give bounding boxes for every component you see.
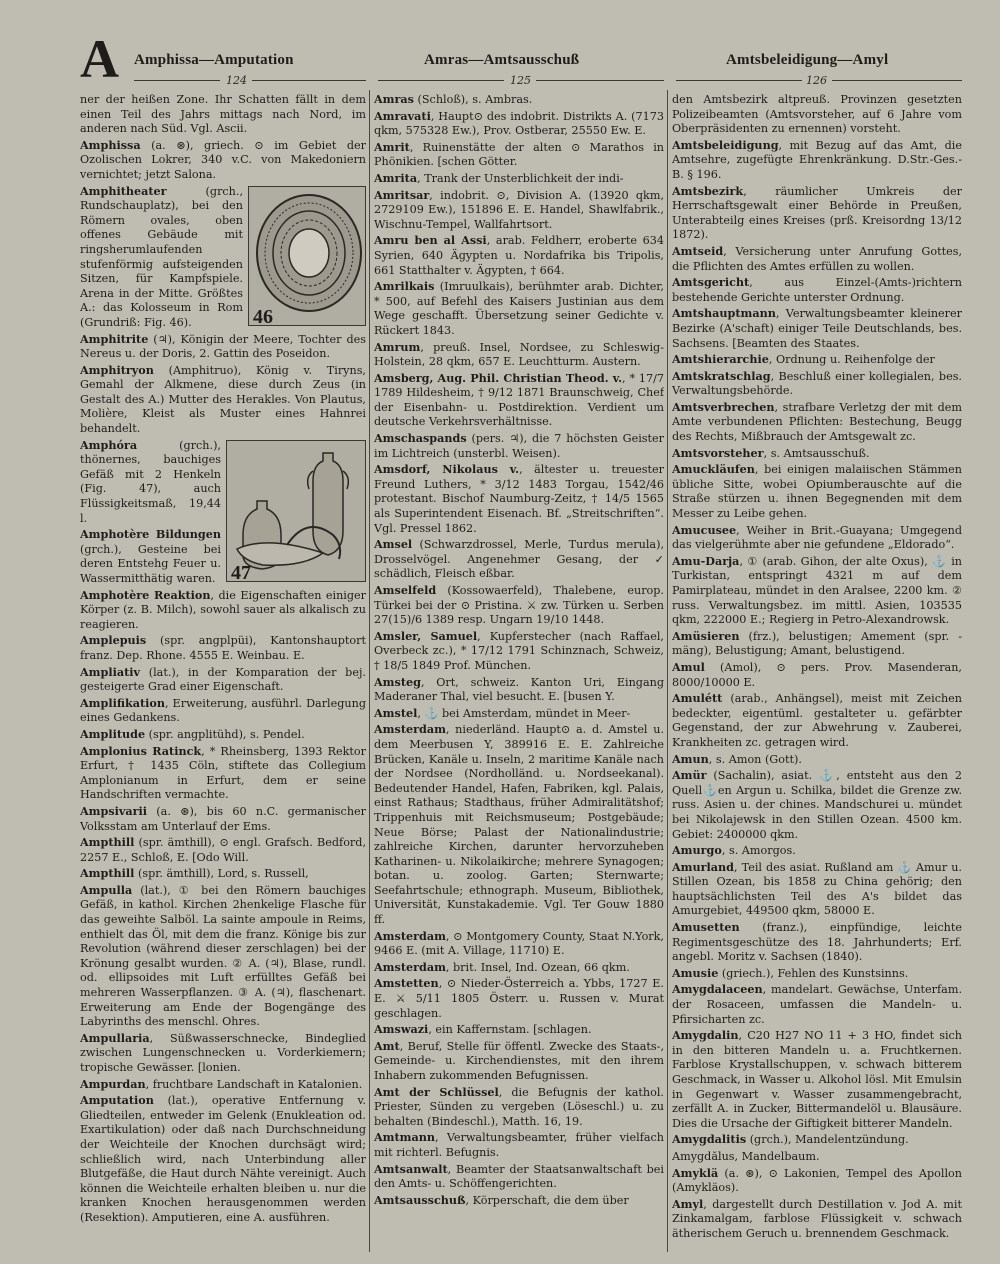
entry-headword: Ampullaria [80, 1030, 150, 1045]
dictionary-entry [672, 1028, 962, 1131]
entry-text: (Kossowaerfeld), Thalebene, europ. Türkei bei der ⊙ Pristina. ⚔ zw. Türken u. Serben 27(15)/6 1389 resp. Ungarn 19/10 1448. [374, 584, 664, 627]
entry-text: (spr. ämthill), Lord, s. Russell, [134, 867, 309, 881]
entry-headword: Amschaspands [374, 431, 467, 446]
column-divider [667, 90, 668, 1252]
dictionary-entry [672, 660, 962, 690]
dictionary-entry [672, 860, 962, 919]
entry-headword: Amsterdam [374, 959, 446, 974]
section-letter: A [80, 29, 119, 89]
entry-text: , Ort, schweiz. Kanton Uri, Eingang Maderaner Thal, viel besucht. E. [busen Y. [374, 675, 664, 704]
header-rule [134, 80, 220, 81]
dictionary-entry [80, 633, 366, 663]
entry-headword: Amu-Darja [672, 553, 740, 568]
running-head-right: Amtsbeleidigung—Amyl [726, 52, 889, 68]
entry-text: , Verwaltungsbeamter kleinerer Bezirke (A'schaft) einiger Teile Deutschlands, bes. Sachsens. [Beamten des Staates. [672, 307, 962, 350]
entry-headword: Ampliativ [80, 664, 141, 679]
running-head-left: Amphissa—Amputation [134, 52, 294, 68]
entry-text: (Schwarzdrossel, Merle, Turdus merula), Drosselvögel. Angenehmer Gesang, der ✓ schädlich, Fleisch eßbar. [374, 538, 664, 581]
dictionary-entry [80, 1077, 366, 1093]
dictionary-entry [80, 92, 366, 137]
entry-text: Amygdălus, Mandelbaum. [672, 1149, 820, 1163]
entry-text: (frz.), belustigen; Amement (spr. -mäng), Belustigung; Amant, belustigend. [672, 629, 962, 658]
dictionary-entry [672, 982, 962, 1027]
entry-text: , Haupt⊙ des indobrit. Distrikts A. (7173 qkm, 575328 Ew.), Prov. Ostberar, 25550 Ew. E. [374, 109, 664, 138]
entry-headword: Amtsanwalt [374, 1161, 448, 1176]
dictionary-entry [672, 92, 962, 137]
entry-headword: Amrilkais [374, 279, 435, 294]
figure-label: 46 [253, 305, 273, 328]
entry-text: (arab., Anhängsel), meist mit Zeichen bedeckter, eigentüml. gestalteter u. gefärbter Gegenstand, der zur Abwehrung v. Zauberei, Krankheiten zc. getragen wird. [672, 692, 962, 749]
dictionary-entry [672, 138, 962, 183]
entry-headword: Amtsbezirk [672, 183, 744, 198]
entry-text: (Imruulkais), berühmter arab. Dichter, * 500, auf Befehl des Kaisers Justinian aus dem Wege geschafft. Übersetzung seiner Gedichte v. Rückert 1843. [374, 280, 664, 337]
entry-text: (grch.), thönernes, bauchiges Gefäß mit 2 Henkeln (Fig. 47), auch Flüssigkeitsmaß, 19,44 l. [80, 438, 221, 525]
entry-text: , ⊙ Nieder-Österreich a. Ybbs, 1727 E. E. ⚔ 5/11 1805 Österr. u. Russen v. Murat geschlagen. [374, 977, 664, 1020]
dictionary-entry [80, 883, 366, 1030]
entry-headword: Amplitude [80, 726, 146, 741]
entry-headword: Amuckläufen [672, 462, 755, 477]
entry-text: , die Eigenschaften einiger Körper (z. B. Milch), sowohl sauer als alkalisch zu reagieren. [80, 588, 366, 631]
entry-text: (lat.), operative Entfernung v. Gliedteilen, entweder im Gelenk (Enukleation od. Exartikulation) oder daß nach Durchschneidung der Weichteile der Knochen durchsägt wird; schließlich wird, nach Unterbindung aller Blutgefäße, die Haut durch Nähte vereinigt. Auch können die Weichteile erhalten bleiben u. nur die kranken Knochen herausgenommen werden (Resektion). Amputieren, eine A. ausführen. [80, 1094, 366, 1224]
entry-text: (lat.), in der Komparation der bej. gesteigerte Grad einer Eigenschaft. [80, 665, 366, 694]
dictionary-entry [80, 665, 366, 695]
entry-headword: Amygdalin [672, 1028, 739, 1043]
dictionary-entry [374, 929, 664, 959]
entry-headword: Amphitryon [80, 362, 154, 377]
dictionary-entry [80, 835, 366, 865]
dictionary-entry [672, 1166, 962, 1196]
dictionary-entry [80, 138, 366, 183]
entry-headword: Amphotère Bildungen [80, 527, 221, 542]
entry-text: , preuß. Insel, Nordsee, zu Schleswig-Holstein, 28 qkm, 657 E. Leuchtturm. Austern. [374, 340, 664, 369]
entry-text: , fruchtbare Landschaft in Katalonien. [145, 1077, 363, 1091]
dictionary-entry [672, 1132, 962, 1148]
entry-headword: Amphitheater [80, 183, 167, 198]
entry-headword: Amusie [672, 965, 719, 980]
entry-text: (♃), Königin der Meere, Tochter des Nereus u. der Doris, 2. Gattin des Poseidon. [80, 332, 366, 361]
entry-text: , dargestellt durch Destillation v. Jod A. mit Zinkamalgam, farblose Flüssigkeit v. schwach ätherischem Geruch u. brennendem Geschmack. [672, 1197, 962, 1240]
entry-text: (grch., Rundschauplatz), bei den Römern ovales, oben offenes Gebäude mit ringsherumlaufenden stufenförmig aufsteigenden Sitzen, für Kampfspiele. Arena in der Mitte. Größtes A.: das Kolosseum in Rom (Grundriß: Fig. 46). [80, 184, 243, 329]
dictionary-entry [374, 1039, 664, 1084]
entry-text: ner der heißen Zone. Ihr Schatten fällt in dem einen Teil des Jahrs mittags nach Nord, im anderen nach Süd. Vgl. Ascii. [80, 93, 366, 136]
dictionary-entry [672, 523, 962, 553]
dictionary-entry [374, 431, 664, 461]
entry-headword: Amul [672, 659, 705, 674]
entry-headword: Amselfeld [374, 583, 437, 597]
column-right [672, 92, 962, 1252]
dictionary-entry [80, 184, 366, 331]
dictionary-entry [80, 1093, 366, 1225]
entry-headword: Amurgo [672, 843, 722, 858]
dictionary-entry [672, 691, 962, 750]
dictionary-entry [374, 188, 664, 233]
entry-headword: Amyklä [672, 1165, 719, 1180]
entry-text: , ⚓ bei Amsterdam, mündet in Meer- [417, 706, 631, 720]
entry-headword: Amsterdam [374, 928, 446, 943]
running-head-center: Amras—Amtsausschuß [424, 52, 580, 68]
entry-headword: Amstel [374, 705, 418, 720]
entry-headword: Amtskratschlag [672, 368, 771, 383]
entry-headword: Ampsivarii [80, 803, 148, 818]
entry-text: , Versicherung unter Anrufung Gottes, die Pflichten des Amtes erfüllen zu wollen. [672, 244, 962, 273]
dictionary-entry [80, 1031, 366, 1076]
amphora-icon [227, 441, 365, 585]
dictionary-entry [672, 462, 962, 521]
entry-text: (spr. angplpüi), Kantonshauptort franz. Dep. Rhone. 4555 E. Weinbau. E. [80, 634, 366, 662]
entry-text: , Ruinenstätte der alten ⊙ Marathos in Phönikien. [schen Götter. [374, 140, 664, 169]
dictionary-entry [374, 537, 664, 582]
dictionary-entry [672, 752, 962, 768]
page-number-left: 124 [226, 74, 247, 87]
dictionary-entry [374, 976, 664, 1021]
dictionary-entry [374, 371, 664, 430]
entry-headword: Amucusee [672, 522, 737, 537]
entry-headword: Amplepuis [80, 633, 147, 648]
entry-text: (franz.), einpfündige, leichte Regimentsgeschütze des 18. Jahrhunderts; Erf. angebl. Moritz v. Sachsen (1840). [672, 921, 962, 964]
entry-headword: Amravati [374, 108, 431, 123]
dictionary-entry [672, 400, 962, 445]
entry-text: , ⊙ Montgomery County, Staat N.York, 9466 E. (mit A. Village, 11710) E. [374, 929, 664, 958]
entry-text: , Beamter der Staatsanwaltschaft bei den Amts- u. Schöffengerichten. [374, 1162, 664, 1191]
dictionary-entry [374, 233, 664, 278]
dictionary-entry [672, 306, 962, 351]
entry-headword: Amrita [374, 170, 418, 185]
figure-colosseum-plan [248, 186, 366, 326]
dictionary-entry [374, 109, 664, 139]
dictionary-entry [80, 696, 366, 726]
dictionary-entry [80, 363, 366, 437]
dictionary-entry [672, 275, 962, 305]
dictionary-entry [374, 675, 664, 705]
header-rule [378, 80, 504, 81]
entry-headword: Amtseid [672, 243, 724, 258]
entry-text: , Verwaltungsbeamter, früher vielfach mit richterl. Befugnis. [374, 1131, 664, 1159]
dictionary-entry [672, 843, 962, 859]
entry-headword: Amstetten [374, 976, 439, 991]
page-number-right: 126 [806, 74, 827, 87]
entry-text: (a. ⊛), bis 60 n.C. germanischer Volksstam am Unterlauf der Ems. [80, 804, 366, 833]
dictionary-entry [672, 369, 962, 399]
entry-text: , Erweiterung, ausführl. Darlegung eines Gedankens. [80, 696, 366, 725]
dictionary-entry [672, 920, 962, 965]
dictionary-entry [374, 171, 664, 187]
entry-text: , ältester u. treuester Freund Luthers, * 3/12 1483 Torgau, 1542/46 protestant. Bischof Naumburg-Zeitz, † 14/5 1565 als Superintendent Eisenach. Bf. „Streitschriften“. Vgl. Pressel 1862. [374, 463, 664, 535]
entry-headword: Amt [374, 1038, 400, 1053]
entry-text: , Körperschaft, die dem über [465, 1193, 629, 1207]
entry-text: , ① (arab. Gihon, der alte Oxus), ⚓ in Turkistan, entspringt 4321 m auf dem Pamirplateau, mündet in den Aralsee, 2200 km. ② russ. Verwaltungsbez. im mittl. Asien, 103535 qkm, 222000 E.; Regierg in Petro-Alexandrowsk. [672, 554, 962, 627]
entry-text: , Weiher in Brit.-Guayana; Umgegend das vielgerühmte aber nie gefundene „Eldorado“. [672, 523, 962, 552]
entry-text: , die Befugnis der kathol. Priester, Sünden zu vergeben (Löseschl.) u. zu behalten (Bindeschl.), Matth. 16, 19. [374, 1085, 664, 1128]
entry-text: (a. ⊛), ⊙ Lakonien, Tempel des Apollon (Amykläos). [672, 1166, 962, 1195]
column-divider [369, 90, 370, 1252]
entry-headword: Amyl [672, 1196, 704, 1211]
entry-text: , brit. Insel, Ind. Ozean, 66 qkm. [445, 960, 630, 974]
header-rule [832, 80, 962, 81]
entry-text: , Teil des asiat. Rußland am ⚓ Amur u. Stillen Ozean, bis 1858 zu China gehörig; den hauptsächlichsten Teil des A's bildet das Amurgebiet, 449500 qkm, 58000 E. [672, 860, 962, 918]
entry-headword: Ampulla [80, 882, 133, 897]
entry-headword: Amulétt [672, 691, 723, 706]
entry-headword: Amputation [80, 1093, 154, 1108]
entry-text: , strafbare Verletzg der mit dem Amte verbundenen Pflichten: Bestechung, Beugg des Rechts, Mißbrauch der Amtsgewalt zc. [672, 400, 962, 444]
entry-text: , arab. Feldherr, eroberte 634 Syrien, 640 Ägypten u. Nordafrika bis Tripolis, 661 Statthalter v. Ägypten, † 664. [374, 234, 664, 277]
column-center [374, 92, 664, 1252]
entry-headword: Amygdalaceen [672, 982, 763, 997]
entry-headword: Amüsieren [672, 628, 740, 643]
dictionary-entry [672, 1197, 962, 1242]
entry-headword: Amusetten [672, 920, 740, 935]
entry-text: , niederländ. Haupt⊙ a. d. Amstel u. dem Meerbusen Y, 389916 E. E. Zahlreiche Brücken, Kanäle u. Inseln, 2 maritime Kanäle nach der Nordsee (Nordholländ. u. Nordseekanal). Bedeutender Handel, Hafen, Fabriken, kgl. Palais, einst Rathaus; Stadthaus, früher Admiralitätshof; Trippenhuis mit Reichsmuseum; Postgebäude; Neue Börse; Palast der Nationalindustrie; zahlreiche Kirchen, darunter hervorzuheben Katharinen- u. Nikolaikirche; mehrere Synagogen; botan. u. zoolog. Garten; Sternwarte; Seefahrtschule; ethnograph. Museum, Bibliothek, Universität, Kunstakademie. Vgl. Ter Gouw 1880 ff. [374, 723, 664, 927]
entry-headword: Amphotère Reaktion [80, 587, 211, 602]
entry-text: , Süßwasserschnecke, Bindeglied zwischen Lungenschnecken u. Vorderkiemern; tropische Gewässer. [lonien. [80, 1031, 366, 1074]
entry-text: , * Rheinsberg, 1393 Rektor Erfurt, † 1435 Cöln, stiftete das Collegium Amplonianum in Erfurt, dem er seine Handschriften vermachte. [80, 744, 366, 802]
dictionary-entry [374, 1193, 664, 1209]
dictionary-entry [672, 446, 962, 462]
entry-text: , Beruf, Stelle für öffentl. Zwecke des Staats-, Gemeinde- u. Kirchendienstes, mit den ihrem Inhabern zukommenden Befugnissen. [374, 1039, 664, 1082]
entry-text: den Amtsbezirk altpreuß. Provinzen gesetzten Polizeibeamten (Amtsvorsteher, auf 6 Jahre vom Oberpräsidenten zu ernennen) vorsteht. [672, 93, 962, 136]
figure-label: 47 [231, 562, 251, 585]
entry-text: , Trank der Unsterblichkeit der indi- [417, 171, 624, 185]
entry-text: , Beschluß einer kollegialen, bes. Verwaltungsbehörde. [672, 369, 962, 398]
entry-headword: Amphitrite [80, 331, 149, 346]
entry-headword: Amrit [374, 139, 410, 154]
entry-text: (grch.), Mandelentzündung. [746, 1133, 909, 1147]
dictionary-entry [374, 1162, 664, 1192]
entry-text: , s. Amorgos. [721, 844, 796, 858]
entry-headword: Amtsgericht [672, 275, 750, 290]
entry-text: (spr. ämthill), ⊙ engl. Grafsch. Bedford, 2257 E., Schloß, E. [Odo Will. [80, 836, 366, 864]
figure-amphorae [226, 440, 366, 585]
dictionary-entry [374, 706, 664, 722]
entry-text: (spr. angplitühd), s. Pendel. [145, 727, 305, 741]
dictionary-entry [374, 960, 664, 976]
dictionary-entry [374, 629, 664, 674]
entry-headword: Amsterdam [374, 722, 446, 737]
entry-headword: Amplifikation [80, 695, 165, 710]
entry-text: , Ordnung u. Reihenfolge der [768, 353, 935, 367]
entry-headword: Amtsverbrechen [672, 399, 775, 414]
dictionary-entry [672, 352, 962, 368]
entry-headword: Amygdalitis [672, 1132, 747, 1147]
column-left [80, 92, 366, 1252]
entry-headword: Amun [672, 751, 709, 766]
dictionary-entry [80, 804, 366, 834]
dictionary-entry [374, 462, 664, 536]
entry-text: (grch.), Gesteine bei deren Entstehg Feuer u. Wassermitthätig waren. [80, 542, 221, 585]
entry-headword: Amplonius Ratinck [80, 743, 202, 758]
entry-text: , bei einigen malaiischen Stämmen übliche Sitte, wobei Opiumberauschte auf die Straße stürzen u. ihnen Begegnenden mit dem Messer zu Leibe gehen. [672, 463, 962, 521]
entry-headword: Amrum [374, 339, 421, 354]
entry-text: , mandelart. Gewächse, Unterfam. der Rosaceen, umfassen die Mandeln- u. Pfirsicharten zc. [672, 983, 962, 1026]
entry-headword: Amras [374, 92, 414, 106]
entry-text: , C20 H27 NO 11 + 3 HO, findet sich in den bitteren Mandeln u. a. Fruchtkernen. Farblose Krystallschuppen, v. schwach bitterem Geschmack, in Wasser u. Alkohol lösl. Mit Emulsin in Gegenwart v. Wasser zusammengebracht, zerfällt A. in Zucker, Bittermandelöl u. Blausäure. Dies die Ursache der Giftigkeit bitterer Mandeln. [672, 1029, 962, 1130]
entry-headword: Amtsvorsteher [672, 445, 764, 460]
entry-text: , räumlicher Umkreis der Herrschaftsgewalt einer Behörde in Preußen, Unterabteilg eines Kreises (prß. Kreisordng 13/12 1872). [672, 184, 962, 242]
dictionary-entry [672, 966, 962, 982]
dictionary-entry [80, 588, 366, 633]
entry-headword: Amru ben al Assi [374, 233, 487, 248]
entry-headword: Amritsar [374, 187, 430, 202]
dictionary-entry [374, 722, 664, 927]
entry-headword: Amphóra [80, 437, 138, 452]
dictionary-entry [672, 184, 962, 243]
dictionary-entry [374, 92, 664, 108]
entry-headword: Amt der Schlüssel [374, 1084, 499, 1099]
dictionary-entry [80, 332, 366, 362]
dictionary-entry [374, 340, 664, 370]
entry-headword: Amphissa [80, 137, 141, 152]
entry-headword: Amsler, Samuel [374, 628, 478, 643]
entry-headword: Amür [672, 768, 707, 783]
dictionary-entry [374, 1085, 664, 1130]
entry-text: , s. Amtsausschuß. [763, 446, 870, 460]
entry-headword: Amurland [672, 859, 735, 874]
entry-headword: Amtshauptmann [672, 306, 776, 321]
entry-text: (griech.), Fehlen des Kunstsinns. [718, 966, 909, 980]
entry-text: , indobrit. ⊙, Division A. (13920 qkm, 2729109 Ew.), 151896 E. E. Handel, Shawlfabrik., Wischnu-Tempel, Wallfahrtsort. [374, 188, 664, 231]
dictionary-entry [374, 1130, 664, 1160]
entry-text: (pers. ♃), die 7 höchsten Geister im Lichtreich (unsterbl. Weisen). [374, 432, 664, 460]
entry-text: (Schloß), s. Ambras. [413, 93, 533, 106]
dictionary-entry [374, 583, 664, 628]
header-rule [252, 80, 366, 81]
dictionary-entry [374, 1022, 664, 1038]
entry-headword: Amsteg [374, 674, 421, 689]
entry-headword: Amswazi [374, 1022, 429, 1037]
entry-headword: Amtsbeleidigung [672, 137, 779, 152]
entry-text: , s. Amon (Gott). [708, 752, 802, 766]
entry-headword: Amsberg, Aug. Phil. Christian Theod. v. [374, 370, 623, 385]
entry-text: , aus Einzel-(Amts-)richtern bestehende Gerichte unterster Ordnung. [672, 276, 962, 304]
entry-text: , mit Bezug auf das Amt, die Amtsehre, zugefügte Ehrenkränkung. D.Str.-Ges.-B. § 196. [672, 138, 962, 181]
colosseum-plan-icon [249, 187, 365, 328]
entry-headword: Amtsausschuß [374, 1192, 466, 1207]
dictionary-entry [672, 244, 962, 274]
page-number-center: 125 [510, 74, 531, 87]
dictionary-entry [672, 554, 962, 628]
dictionary-entry [672, 629, 962, 659]
entry-text: (lat.), ① bei den Römern bauchiges Gefäß, in kathol. Kirchen 2henkelige Flasche für das geweihte Salböl. La sainte ampoule in Reims, enthielt das Öl, mit dem die franz. Könige bis zur Revolution (während dieser zerschlagen) bei der Krönung gesalbt wurden. ② A. (♃), Blase, rundl. od. ellipsoides mit Luft erfülltes Gefäß bei mehreren Wasserpflanzen. ③ A. (♃), flaschenart. Erweiterung am Ende der Bogengänge des Labyrinths des menschl. Ohres. [80, 883, 366, 1029]
dictionary-entry [672, 1149, 962, 1165]
entry-text: (Sachalin), asiat. ⚓, entsteht aus den 2 Quell⚓en Argun u. Schilka, bildet die Grenze zw. russ. Asien u. der chines. Mandschurei u. mündet bei Nikolajewsk in den Stillen Ozean. 4500 km. Gebiet: 2400000 qkm. [672, 769, 962, 841]
entry-text: , Kupferstecher (nach Raffael, Overbeck zc.), * 17/12 1791 Schinznach, Schweiz, † 18/5 1849 Prof. München. [374, 629, 664, 672]
entry-text: (Amol), ⊙ pers. Prov. Masenderan, 8000/10000 E. [672, 660, 962, 689]
entry-text: , ein Kaffernstam. [schlagen. [428, 1023, 592, 1037]
dictionary-entry [80, 727, 366, 743]
entry-text: (a. ⊛), griech. ⊙ im Gebiet der Ozolischen Lokrer, 340 v.C. von Makedoniern vernichtet; jetzt Salona. [80, 138, 366, 181]
entry-text: , * 17/7 1789 Hildesheim, † 9/12 1871 Braunschweig, Chef der Eisenbahn- u. Postdirektion. Verdient um deutsche Verkehrsverhältnisse. [374, 371, 664, 429]
entry-headword: Ampthill [80, 866, 135, 881]
header-rule [676, 80, 802, 81]
header-rule [536, 80, 664, 81]
entry-headword: Ampthill [80, 835, 135, 850]
entry-headword: Amtmann [374, 1130, 436, 1145]
dictionary-entry [672, 768, 962, 842]
entry-text: (Amphitruo), König v. Tiryns, Gemahl der Alkmene, diese durch Zeus (in Gestalt des A.) Mutter des Herakles. Von Plautus, Molière, Kleist als Muster eines Hahnrei behandelt. [80, 363, 366, 436]
dictionary-entry [374, 140, 664, 170]
entry-headword: Amtshierarchie [672, 352, 769, 367]
entry-headword: Amsel [374, 537, 413, 552]
entry-headword: Ampurdan [80, 1076, 146, 1091]
dictionary-entry [80, 866, 366, 882]
dictionary-entry [374, 279, 664, 338]
entry-headword: Amsdorf, Nikolaus v. [374, 462, 520, 477]
dictionary-entry [80, 744, 366, 803]
